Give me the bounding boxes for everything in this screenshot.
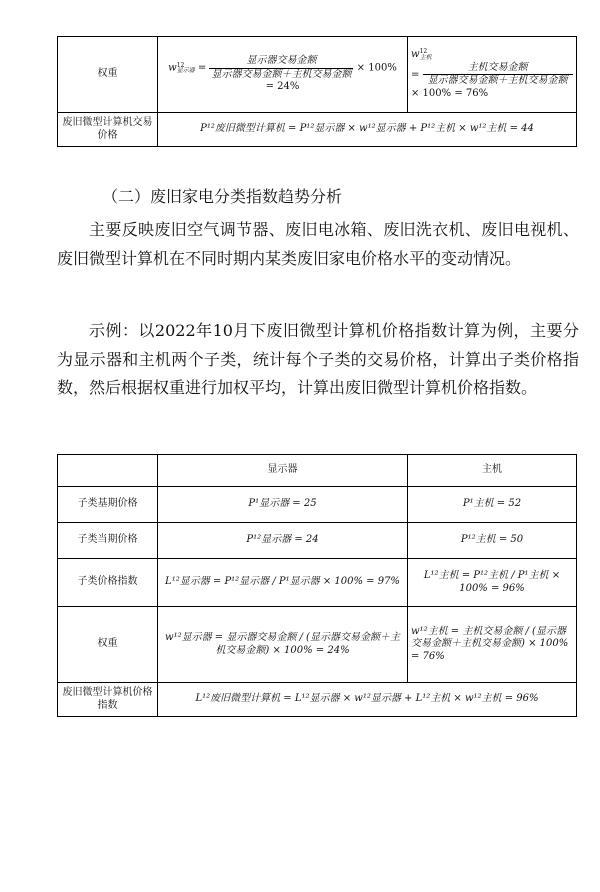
table-header-row — [58, 455, 577, 487]
row-label: 权重 — [58, 37, 158, 113]
price-formula: P¹²废旧微型计算机 = P¹²显示器 × w¹²显示器 + P¹²主机 × w¹²主机 = 44 — [158, 113, 577, 147]
top-formula-table — [57, 36, 577, 147]
row-label: 废旧微型计算机交易价格 — [58, 113, 158, 147]
table-row — [58, 113, 577, 147]
table-row: 子类当期价格 P¹²显示器 = 24 P¹²主机 = 50 — [58, 523, 577, 559]
paragraph-1: 主要反映废旧空气调节器、废旧电冰箱、废旧洗衣机、废旧电视机、废旧微型计算机在不同时期内某类废旧家电价格水平的变动情况。 — [57, 220, 579, 268]
table-row: 权重 w¹²显示器 = 显示器交易金额 / (显示器交易金额＋主机交易金额) × 100% = 24% w¹²主机 = 主机交易金额 / (显示器交易金额＋主机交易金额) × 100% = 76% — [58, 607, 577, 683]
header-display: 显示器 — [158, 455, 408, 487]
example-index-table — [57, 454, 577, 717]
table-row: 废旧微型计算机价格指数 L¹²废旧微型计算机 = L¹²显示器 × w¹²显示器 + L¹²主机 × w¹²主机 = 96% — [58, 683, 577, 717]
table-row: 子类基期价格 P¹显示器 = 25 P¹主机 = 52 — [58, 487, 577, 523]
weight-display-formula: w 12 显示器 = $\frac{\text{显示器交易金额}}{\text{显示器交易金额＋主机交易金额}}$ × 100% = 24% — [158, 37, 408, 113]
table-row — [58, 37, 577, 113]
table-row: 子类价格指数 L¹²显示器 = P¹²显示器 / P¹显示器 × 100% = 97% L¹²主机 = P¹²主机 / P¹主机 × 100% = 96% — [58, 559, 577, 607]
section-heading: （二）废旧家电分类指数趋势分析 — [102, 187, 343, 206]
header-host: 主机 — [408, 455, 577, 487]
weight-host-formula: w 12 主机 = $\frac{\text{主机交易金额}}{\text{显示器交易金额＋主机交易金额}}$ × 100% = 76% — [408, 37, 577, 113]
paragraph-2: 示例：以2022年10月下废旧微型计算机价格指数计算为例，主要分为显示器和主机两个子类，统计每个子类的交易价格，计算出子类价格指数，然后根据权重进行加权平均，计算出废旧微型计算机价格指数。 — [57, 321, 579, 397]
